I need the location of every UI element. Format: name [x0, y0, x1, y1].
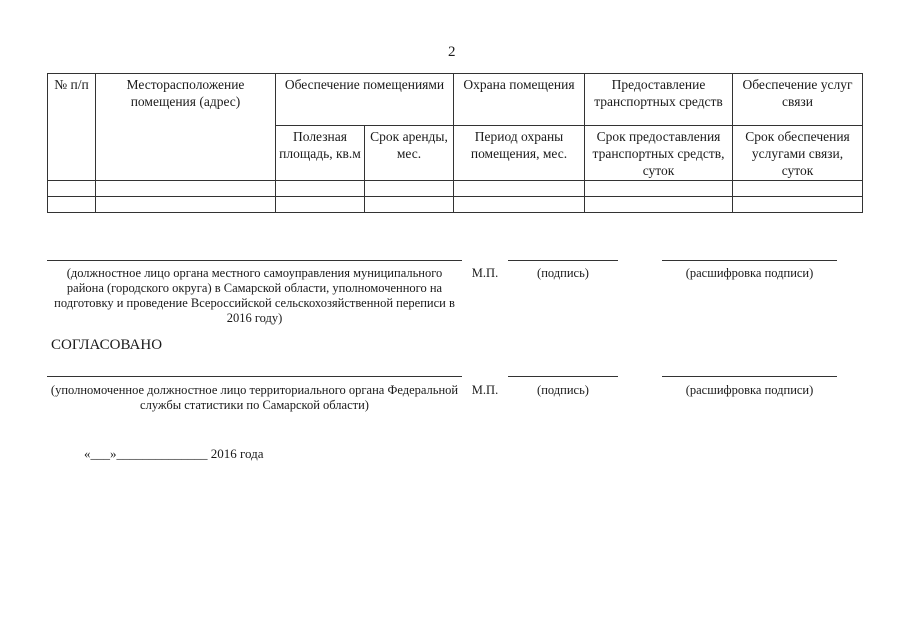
table-cell[interactable]	[48, 197, 96, 213]
subheader-guard-period: Период охраны помещения, мес.	[454, 126, 585, 181]
page-number: 2	[448, 44, 456, 60]
table-cell[interactable]	[276, 181, 365, 197]
official-signature-line-2[interactable]	[47, 376, 462, 377]
date-line[interactable]: «___»______________ 2016 года	[84, 446, 264, 461]
header-transport: Предоставление транспортных средств	[585, 74, 733, 126]
table-cell[interactable]	[585, 197, 733, 213]
table-cell[interactable]	[733, 181, 863, 197]
subheader-comm-term: Срок обеспечения услугами связи, суток	[733, 126, 863, 181]
table-cell[interactable]	[96, 197, 276, 213]
table-cell[interactable]	[733, 197, 863, 213]
signature-caption-2: (подпись)	[537, 383, 589, 397]
table-cell[interactable]	[454, 197, 585, 213]
table-cell[interactable]	[365, 181, 454, 197]
table-cell[interactable]	[276, 197, 365, 213]
table-cell[interactable]	[96, 181, 276, 197]
agreed-heading: СОГЛАСОВАНО	[51, 337, 163, 353]
stamp-label-1: М.П.	[471, 266, 499, 280]
header-location: Месторасположение помещения (адрес)	[96, 74, 276, 181]
table-cell[interactable]	[585, 181, 733, 197]
transcript-line-2[interactable]	[662, 376, 837, 377]
header-num: № п/п	[48, 74, 96, 181]
official-caption-2: (уполномоченное должностное лицо территориального органа Федеральной службы статистики по Самарской области)	[50, 383, 459, 412]
table-row	[48, 197, 863, 213]
transcript-caption-1: (расшифровка подписи)	[685, 266, 814, 280]
signature-caption-1: (подпись)	[537, 266, 589, 280]
header-guard: Охрана помещения	[454, 74, 585, 126]
table-cell[interactable]	[454, 181, 585, 197]
header-comm: Обеспечение услуг связи	[733, 74, 863, 126]
official-caption-1: (должностное лицо органа местного самоуправления муниципального района (городского округа) в Самарской области, уполномоченного на подготовку и проведение Всероссийской сельскохозяйственной переписи в 2016 году)	[54, 266, 455, 325]
header-premises: Обеспечение помещениями	[276, 74, 454, 126]
subheader-lease: Срок аренды, мес.	[365, 126, 454, 181]
table-cell[interactable]	[365, 197, 454, 213]
table-row	[48, 181, 863, 197]
subheader-area: Полезная площадь, кв.м	[276, 126, 365, 181]
stamp-label-2: М.П.	[471, 383, 499, 397]
official-signature-line-1[interactable]	[47, 260, 462, 261]
subheader-transport-term: Срок предоставления транспортных средств, суток	[585, 126, 733, 181]
signature-line-1[interactable]	[508, 260, 618, 261]
transcript-line-1[interactable]	[662, 260, 837, 261]
table-cell[interactable]	[48, 181, 96, 197]
signature-line-2[interactable]	[508, 376, 618, 377]
transcript-caption-2: (расшифровка подписи)	[685, 383, 814, 397]
resource-table	[47, 73, 863, 213]
